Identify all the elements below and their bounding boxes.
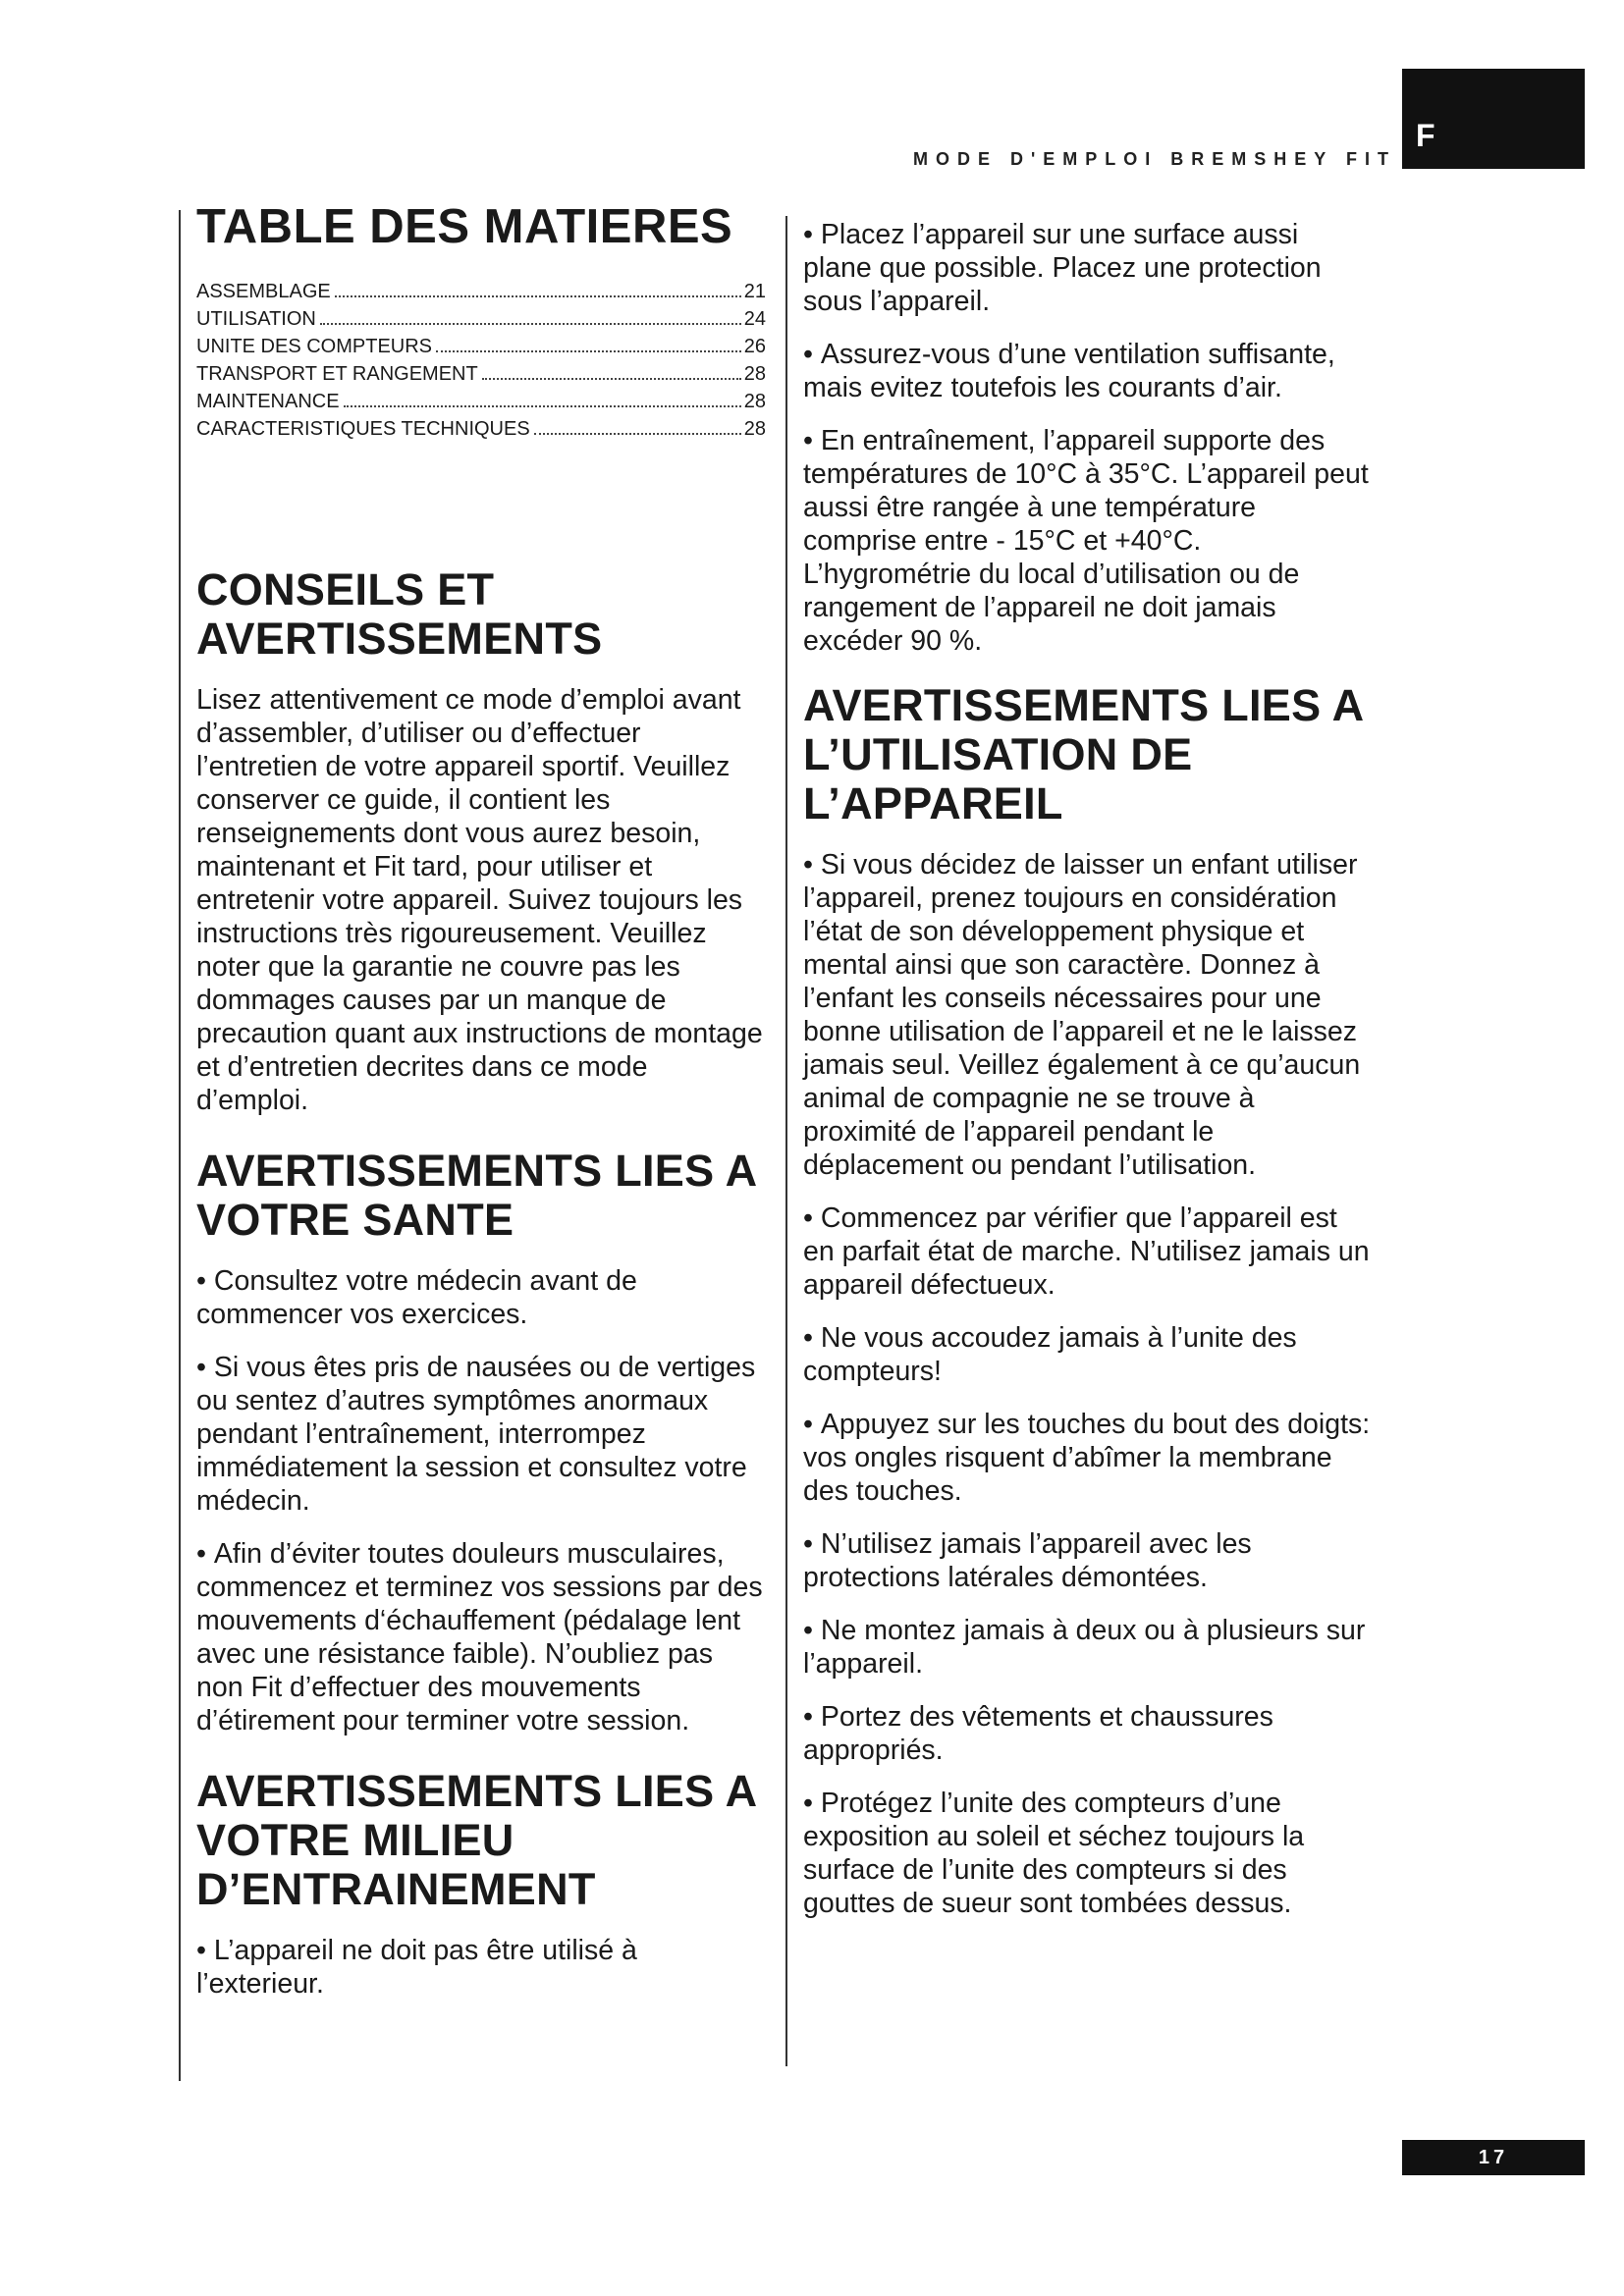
- toc-entry[interactable]: [196, 388, 766, 415]
- toc-entry[interactable]: [196, 415, 766, 443]
- toc-leader-dots: [436, 350, 741, 352]
- toc-entry-page: 28: [743, 417, 766, 440]
- toc-entry[interactable]: [196, 333, 766, 360]
- toc-leader-dots: [534, 433, 741, 435]
- language-tab: [1402, 69, 1585, 169]
- utilisation-bullet: • Ne montez jamais à deux ou à plusieurs sur l’appareil.: [803, 1614, 1373, 1681]
- toc-entry[interactable]: [196, 278, 766, 305]
- toc-entry-page: 21: [743, 280, 766, 302]
- section-title-sante: AVERTISSEMENTS LIES A VOTRE SANTE: [196, 1145, 756, 1245]
- toc-entry-label: TRANSPORT ET RANGEMENT: [196, 362, 478, 385]
- toc-entry-label: ASSEMBLAGE: [196, 280, 331, 302]
- table-of-contents: [196, 278, 766, 443]
- toc-entry-page: 28: [743, 390, 766, 412]
- section-title-utilisation: AVERTISSEMENTS LIES A L’UTILISATION DE L’APPAREIL: [803, 680, 1363, 828]
- left-column-rule: [179, 210, 181, 2081]
- toc-entry-label: MAINTENANCE: [196, 390, 340, 412]
- utilisation-bullet: • Portez des vêtements et chaussures appropriés.: [803, 1700, 1373, 1767]
- toc-entry-page: 26: [743, 335, 766, 357]
- running-header: MODE D'EMPLOI BREMSHEY FIT: [913, 149, 1396, 169]
- utilisation-bullet: • Ne vous accoudez jamais à l’unite des compteurs!: [803, 1321, 1373, 1388]
- sante-bullet: • Afin d’éviter toutes douleurs musculaires, commencez et terminez vos sessions par des mouvements d‘échauffement (pédalage lent avec une résistance faible). N’oubliez pas non Fit d’effectuer des mouvements d’étirement pour terminer votre session.: [196, 1537, 766, 1737]
- utilisation-bullet: • N’utilisez jamais l’appareil avec les protections latérales démontées.: [803, 1527, 1373, 1594]
- toc-entry-label: CARACTERISTIQUES TECHNIQUES: [196, 417, 530, 440]
- toc-title: TABLE DES MATIERES: [196, 200, 733, 253]
- toc-leader-dots: [344, 405, 741, 407]
- sante-bullet: • Si vous êtes pris de nausées ou de vertiges ou sentez d’autres symptômes anormaux pendant l’entraînement, interrompez immédiatement la session et consultez votre médecin.: [196, 1351, 766, 1518]
- right-column: [803, 218, 1373, 1940]
- page-number: 17: [1402, 2140, 1585, 2175]
- toc-entry-page: 28: [743, 362, 766, 385]
- milieu-bullet: • Assurez-vous d’une ventilation suffisante, mais evitez toutefois les courants d’air.: [803, 338, 1373, 404]
- section-title-conseils: CONSEILS ET AVERTISSEMENTS: [196, 563, 603, 664]
- language-tab-label: F: [1416, 118, 1435, 153]
- toc-entry-page: 24: [743, 307, 766, 330]
- milieu-bullet: • L’appareil ne doit pas être utilisé à l’exterieur.: [196, 1934, 766, 2001]
- milieu-bullet: • Placez l’appareil sur une surface aussi plane que possible. Placez une protection sous l’appareil.: [803, 218, 1373, 318]
- milieu-bullet: • En entraînement, l’appareil supporte des températures de 10°C à 35°C. L’appareil peut aussi être rangée à une température comprise entre - 15°C et +40°C. L’hygrométrie du local d’utilisation ou de rangement de l’appareil ne doit jamais excéder 90 %.: [803, 424, 1373, 658]
- toc-leader-dots: [335, 295, 741, 297]
- toc-entry-label: UTILISATION: [196, 307, 316, 330]
- toc-entry[interactable]: [196, 360, 766, 388]
- utilisation-bullet: • Appuyez sur les touches du bout des doigts: vos ongles risquent d’abîmer la membrane des touches.: [803, 1408, 1373, 1508]
- utilisation-bullet: • Protégez l’unite des compteurs d’une exposition au soleil et séchez toujours la surface de l’unite des compteurs si des gouttes de sueur sont tombées dessus.: [803, 1787, 1373, 1920]
- conseils-paragraph: Lisez attentivement ce mode d’emploi avant d’assembler, d’utiliser ou d’effectuer l’entretien de votre appareil sportif. Veuillez conserver ce guide, il contient les renseignements dont vous aurez besoin, maintenant et Fit tard, pour utiliser et entretenir votre appareil. Suivez toujours les instructions très rigoureusement. Veuillez noter que la garantie ne couvre pas les dommages causes par un manque de precaution quant aux instructions de montage et d’entretien decrites dans ce mode d’emploi.: [196, 683, 763, 1116]
- toc-entry-label: UNITE DES COMPTEURS: [196, 335, 433, 357]
- left-column: [196, 201, 766, 2020]
- utilisation-bullet: • Si vous décidez de laisser un enfant utiliser l’appareil, prenez toujours en considération l’état de son développement physique et mental ainsi que son caractère. Donnez à l’enfant les conseils nécessaires pour une bonne utilisation de l’appareil et ne le laissez jamais seul. Veillez également à ce qu’aucun animal de compagnie ne se trouve à proximité de l’appareil pendant le déplacement ou pendant l’utilisation.: [803, 848, 1373, 1182]
- section-title-milieu: AVERTISSEMENTS LIES A VOTRE MILIEU D’ENTRAINEMENT: [196, 1765, 756, 1914]
- sante-bullet: • Consultez votre médecin avant de commencer vos exercices.: [196, 1264, 766, 1331]
- right-column-rule: [785, 216, 787, 2066]
- utilisation-bullet: • Commencez par vérifier que l’appareil est en parfait état de marche. N’utilisez jamais un appareil défectueux.: [803, 1201, 1373, 1302]
- toc-entry[interactable]: [196, 305, 766, 333]
- toc-leader-dots: [320, 323, 741, 325]
- toc-leader-dots: [482, 378, 741, 380]
